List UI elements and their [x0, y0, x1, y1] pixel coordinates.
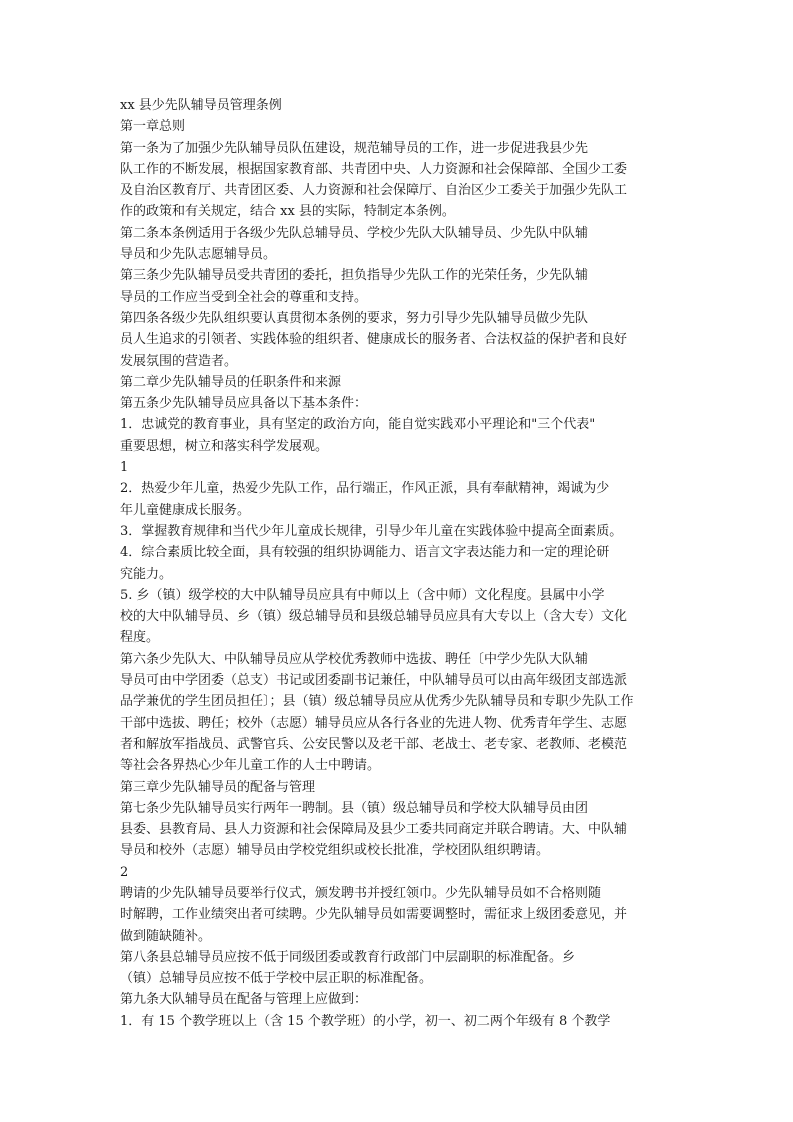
- text-line: 第四条各级少先队组织要认真贯彻本条例的要求，努力引导少先队辅导员做少先队: [120, 310, 589, 326]
- text-line: 校的大中队辅导员、乡（镇）级总辅导员和县级总辅导员应具有大专以上（含大专）文化: [120, 609, 628, 625]
- text-line: （镇）总辅导员应按不低于学校中层正职的标准配备。: [120, 971, 433, 987]
- text-line: 第九条大队辅导员在配备与管理上应做到：: [120, 992, 368, 1008]
- text-line: 导员可由中学团委（总支）书记或团委副书记兼任，中队辅导员可以由高年级团支部选派: [120, 673, 628, 689]
- text-line: 做到随缺随补。: [120, 928, 212, 944]
- text-line: 1: [120, 460, 129, 476]
- text-line: 程度。: [120, 630, 160, 646]
- text-line: 发展氛围的营造者。: [120, 353, 238, 369]
- text-line: 导员的工作应当受到全社会的尊重和支持。: [120, 289, 368, 305]
- text-line: 第二章少先队辅导员的任职条件和来源: [120, 374, 342, 390]
- text-line: 干部中选拔、聘任；校外（志愿）辅导员应从各行各业的先进人物、优秀青年学生、志愿: [120, 715, 628, 731]
- text-line: 作的政策和有关规定，结合 xx 县的实际，特制定本条例。: [120, 204, 455, 220]
- text-line: 2: [120, 864, 129, 880]
- text-line: 1．忠诚党的教育事业，具有坚定的政治方向，能自觉实践邓小平理论和"三个代表": [120, 417, 596, 433]
- text-line: xx 县少先队辅导员管理条例: [120, 98, 282, 113]
- text-line: 县委、县教育局、县人力资源和社会保障局及县少工委共同商定并联合聘请。大、中队辅: [120, 822, 628, 838]
- text-line: 第六条少先队大、中队辅导员应从学校优秀教师中选拔、聘任〔中学少先队大队辅: [120, 651, 589, 667]
- text-line: 年儿童健康成长服务。: [120, 502, 251, 518]
- text-line: 聘请的少先队辅导员要举行仪式，颁发聘书并授红领巾。少先队辅导员如不合格则随: [120, 885, 602, 901]
- text-line: 第七条少先队辅导员实行两年一聘制。县（镇）级总辅导员和学校大队辅导员由团: [120, 800, 589, 816]
- text-line: 员人生追求的引领者、实践体验的组织者、健康成长的服务者、合法权益的保护者和良好: [120, 332, 628, 348]
- text-line: 第五条少先队辅导员应具备以下基本条件：: [120, 396, 368, 412]
- text-line: 1．有 15 个教学班以上（含 15 个教学班）的小学，初一、初二两个年级有 8 个教学: [120, 1013, 611, 1029]
- text-line: 究能力。: [120, 566, 173, 582]
- text-line: 品学兼优的学生团员担任〕；县（镇）级总辅导员应从优秀少先队辅导员和专职少先队工作: [120, 694, 634, 710]
- text-line: 者和解放军指战员、武警官兵、公安民警以及老干部、老战士、老专家、老教师、老模范: [120, 736, 628, 752]
- text-line: 导员和校外（志愿）辅导员由学校党组织或校长批准，学校团队组织聘请。: [120, 843, 550, 859]
- text-line: 4．综合素质比较全面，具有较强的组织协调能力、语言文字表达能力和一定的理论研: [120, 545, 610, 561]
- text-line: 第三条少先队辅导员受共青团的委托，担负指导少先队工作的光荣任务，少先队辅: [120, 268, 589, 284]
- text-line: 重要思想，树立和落实科学发展观。: [120, 438, 329, 454]
- text-line: 第三章少先队辅导员的配备与管理: [120, 779, 316, 795]
- text-line: 第八条县总辅导员应按不低于同级团委或教育行政部门中层副职的标准配备。乡: [120, 949, 576, 965]
- text-line: 2．热爱少年儿童，热爱少先队工作，品行端正，作风正派，具有奉献精神，竭诚为少: [120, 481, 610, 497]
- text-line: 等社会各界热心少年儿童工作的人士中聘请。: [120, 758, 381, 774]
- text-line: 第二条本条例适用于各级少先队总辅导员、学校少先队大队辅导员、少先队中队辅: [120, 225, 589, 241]
- text-line: 导员和少先队志愿辅导员。: [120, 247, 277, 263]
- text-line: 时解聘，工作业绩突出者可续聘。少先队辅导员如需要调整时，需征求上级团委意见，并: [120, 907, 628, 923]
- text-line: 5. 乡（镇）级学校的大中队辅导员应具有中师以上（含中师）文化程度。县属中小学: [120, 587, 605, 603]
- text-line: 第一章总则: [120, 119, 186, 135]
- text-line: 3．掌握教育规律和当代少年儿童成长规律，引导少年儿童在实践体验中提高全面素质。: [120, 523, 623, 539]
- text-line: 队工作的不断发展，根据国家教育部、共青团中央、人力资源和社会保障部、全国少工委: [120, 161, 628, 177]
- text-line: 第一条为了加强少先队辅导员队伍建设，规范辅导员的工作，进一步促进我县少先: [120, 140, 589, 156]
- document-body: [120, 95, 773, 1032]
- text-line: 及自治区教育厅、共青团区委、人力资源和社会保障厅、自治区少工委关于加强少先队工: [120, 183, 628, 199]
